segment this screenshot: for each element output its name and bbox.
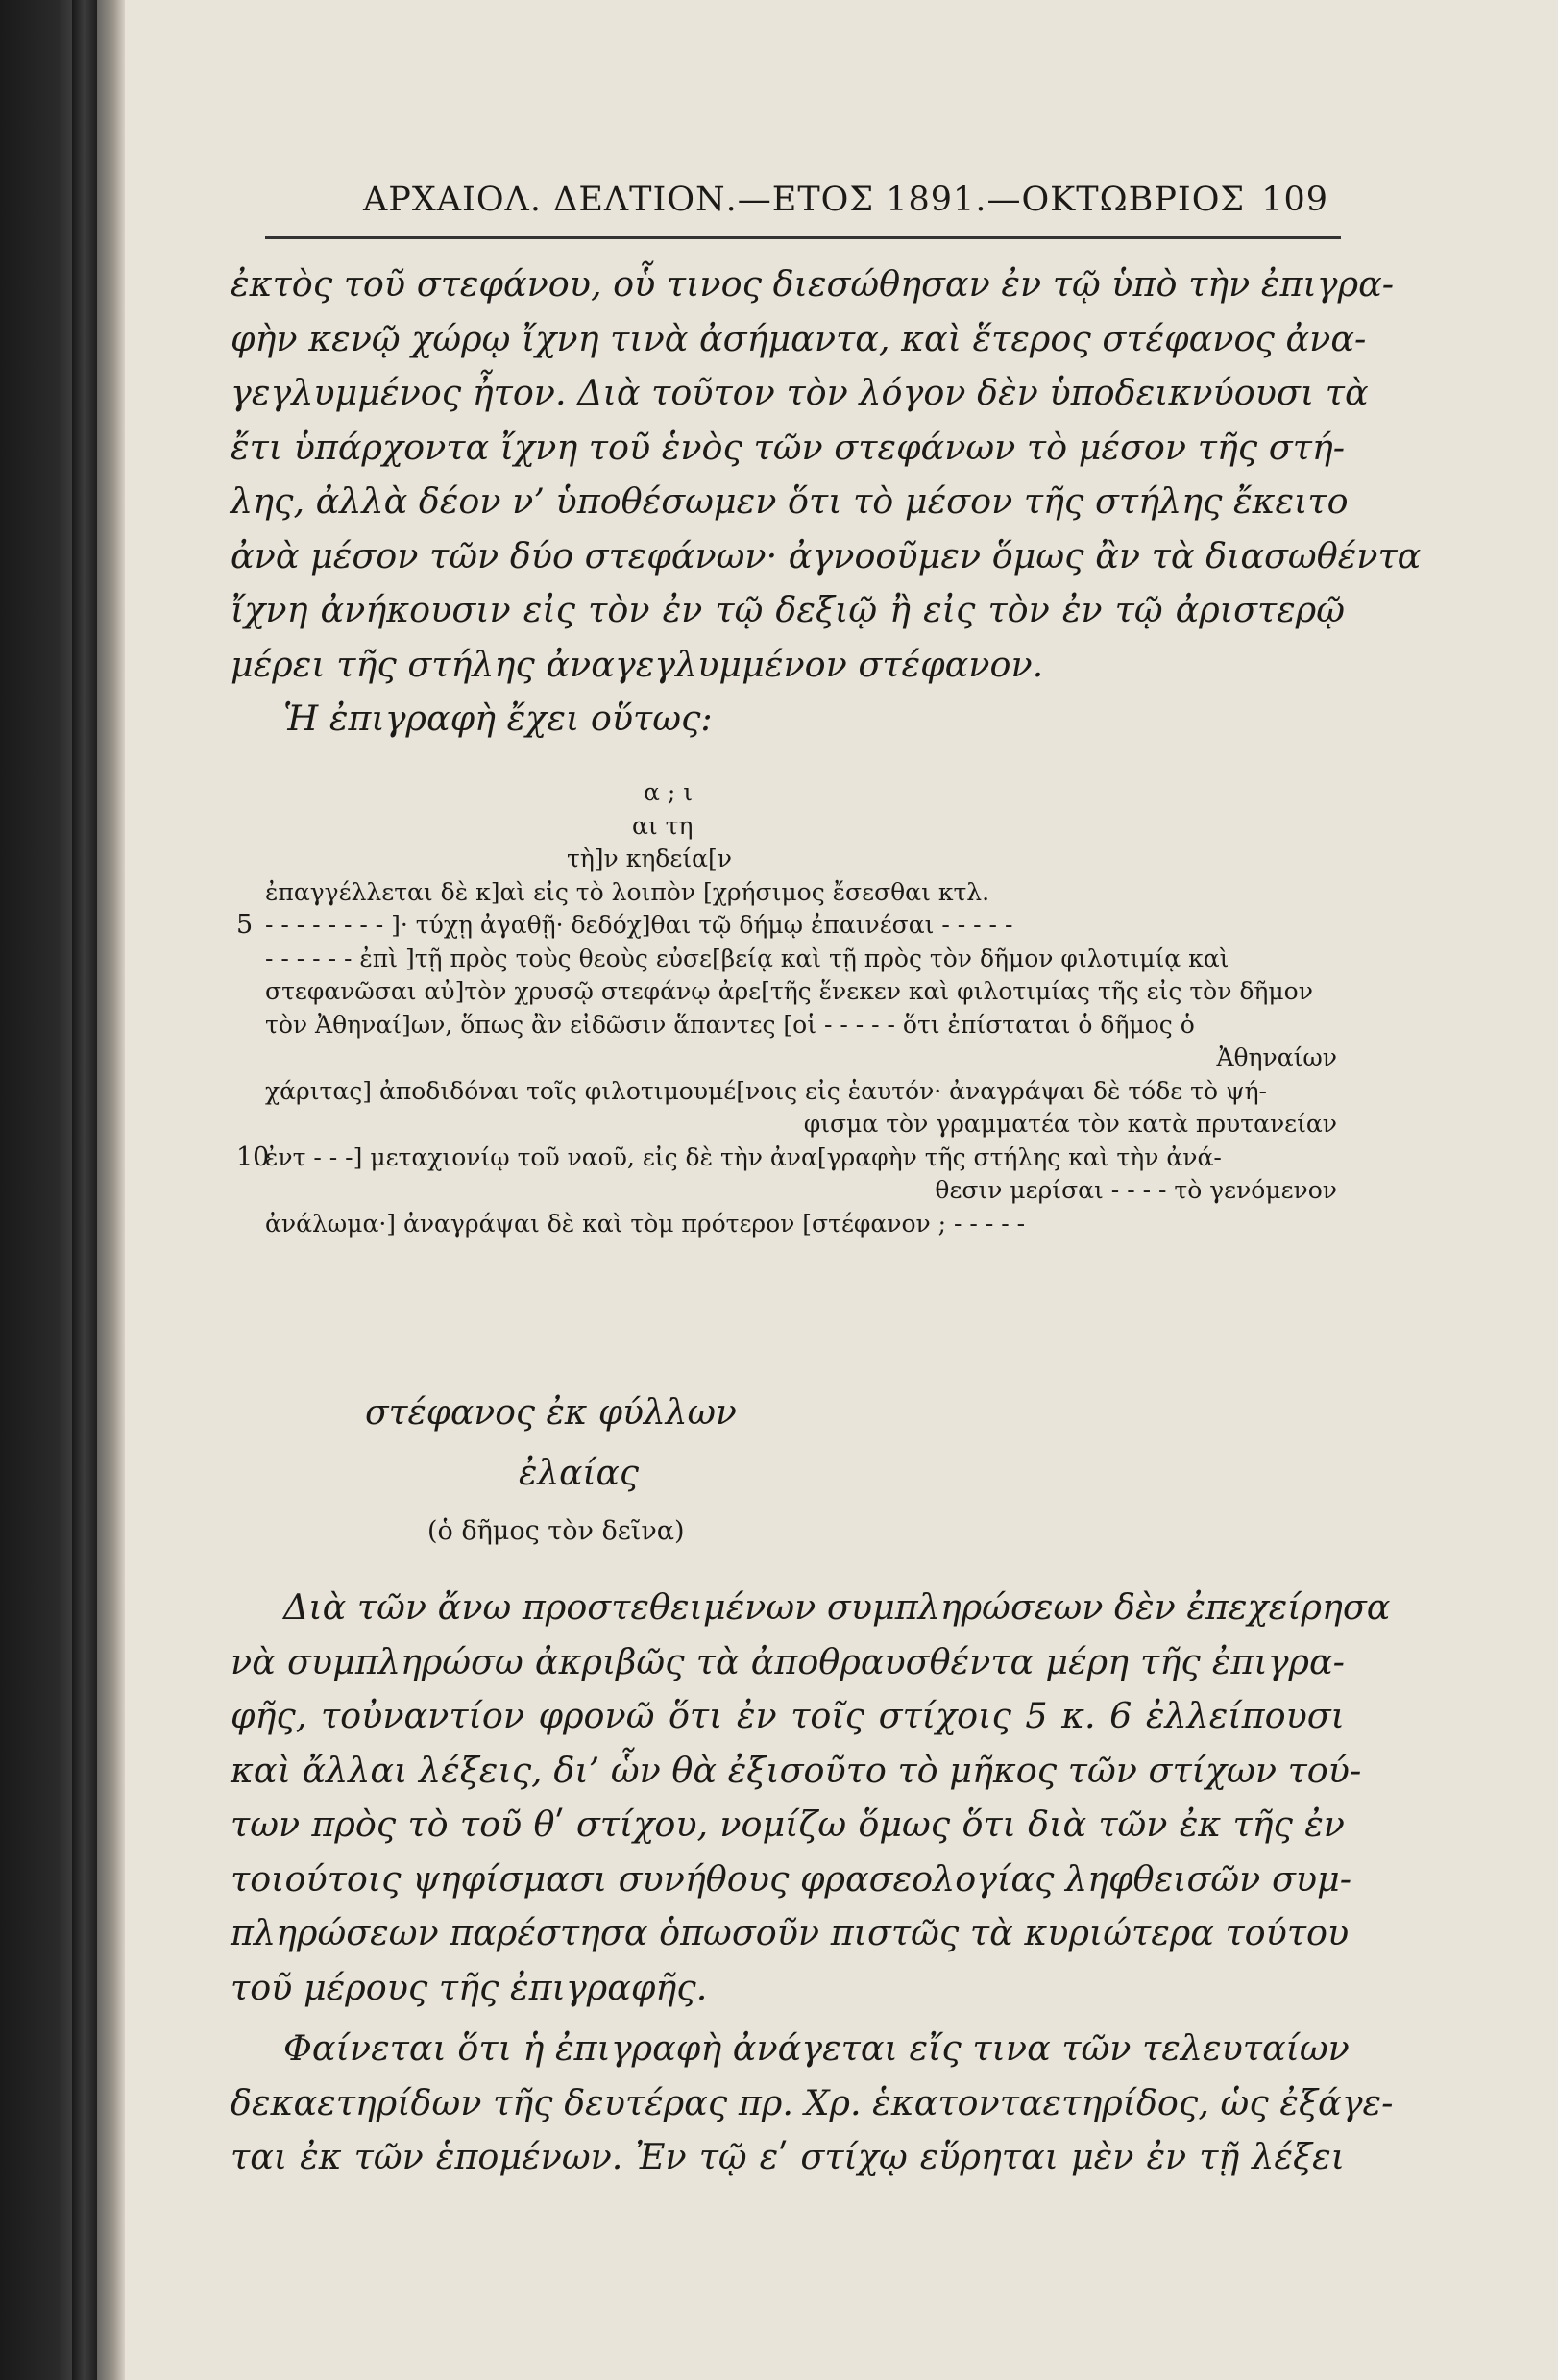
inscription-row: [231, 776, 1345, 810]
text-line: πληρώσεων παρέστησα ὁπωσοῦν πιστῶς τὰ κυριώτερα τούτου: [231, 1912, 1350, 1953]
header-rule: [265, 236, 1341, 239]
inscription-line: ἐντ - - -] μεταχιονίῳ τοῦ ναοῦ, εἰς δὲ τὴν ἀνα[γραφὴν τῆς στήλης καὶ τὴν ἀνά-: [265, 1142, 1222, 1171]
text-line: ἴχνη ἀνήκουσιν εἰς τὸν ἐν τῷ δεξιῷ ἢ εἰς τὸν ἐν τῷ ἀριστερῷ: [231, 589, 1345, 630]
text-line: γεγλυμμένος ἦτον. Διὰ τοῦτον τὸν λόγον δὲν ὑποδεικνύουσι τὰ: [231, 372, 1369, 413]
text-line: φῆς, τοὐναντίον φρονῶ ὅτι ἐν τοῖς στίχοις 5 κ. 6 ἐλλείπουσι: [231, 1695, 1345, 1736]
paragraph-2: [231, 1581, 1391, 2015]
inscription-line: τὸν Ἀθηναί]ων, ὅπως ἂν εἰδῶσιν ἅπαντες [οἱ - - - - - ὅτι ἐπίσταται ὁ δῆμος ὁ: [265, 1010, 1195, 1039]
inscription-line: στεφανῶσαι αὐ]τὸν χρυσῷ στεφάνῳ ἀρε[τῆς ἕνεκεν καὶ φιλοτιμίας τῆς εἰς τὸν δῆμον: [265, 977, 1313, 1005]
inscription-line: τὴ]ν κηδεία[ν: [567, 845, 732, 872]
text-line: λης, ἀλλὰ δέον ν’ ὑποθέσωμεν ὅτι τὸ μέσον τῆς στήλης ἔκειτο: [231, 480, 1349, 522]
inscription-row: [231, 1009, 1345, 1043]
text-line: ἐκτὸς τοῦ στεφάνου, οὗ τινος διεσώθησαν ἐν τῷ ὑπὸ τὴν ἐπιγρα-: [231, 263, 1395, 305]
inscription-row: [231, 810, 1345, 844]
inscription-row: [231, 975, 1345, 1009]
text-line: Φαίνεται ὅτι ἡ ἐπιγραφὴ ἀνάγεται εἴς τινα τῶν τελευταίων: [283, 2027, 1350, 2069]
paragraph-1: [231, 258, 1422, 747]
inscription-row: [231, 1208, 1345, 1241]
inscription-row: [231, 1141, 1345, 1175]
inscription-row: [231, 1108, 1345, 1141]
wreath-note: (ὁ δῆμος τὸν δεῖνα): [427, 1516, 685, 1546]
wreath-label-line-1: στέφανος ἐκ φύλλων: [365, 1393, 737, 1433]
text-line: δεκαετηρίδων τῆς δευτέρας πρ. Χρ. ἑκατονταετηρίδος, ὡς ἐξάγε-: [231, 2081, 1394, 2123]
page-number: 109: [1261, 181, 1328, 219]
text-line: τοῦ μέρους τῆς ἐπιγραφῆς.: [231, 1966, 708, 2008]
book-gutter-shadow: [0, 0, 125, 2380]
inscription-line: ἐπαγγέλλεται δὲ κ]αὶ εἰς τὸ λοιπὸν [χρήσιμος ἔσεσθαι κτλ.: [265, 877, 990, 906]
text-line: ται ἐκ τῶν ἑπομένων. Ἐν τῷ εʹ στίχῳ εὕρηται μὲν ἐν τῇ λέξει: [231, 2136, 1345, 2177]
text-line: τοιούτοις ψηφίσμασι συνήθους φρασεολογίας ληφθεισῶν συμ-: [231, 1857, 1352, 1900]
inscription-line: - - - - - - ἐπὶ ]τῇ πρὸς τοὺς θεοὺς εὐσε[βείᾳ καὶ τῇ πρὸς τὸν δῆμον φιλοτιμίᾳ καὶ: [265, 944, 1229, 972]
inscription-row: [231, 1075, 1345, 1109]
inscription-line: φισμα τὸν γραμματέα τὸν κατὰ πρυτανείαν: [803, 1110, 1337, 1138]
text-line: νὰ συμπληρώσω ἀκριβῶς τὰ ἀποθραυσθέντα μέρη τῆς ἐπιγρα-: [231, 1640, 1345, 1682]
intro-line: Ἡ ἐπιγραφὴ ἔχει οὕτως:: [283, 698, 713, 739]
inscription-row: [231, 1042, 1345, 1075]
inscription-row: [231, 909, 1345, 943]
paragraph-3: [231, 2022, 1394, 2185]
inscription-row: [231, 876, 1345, 910]
inscription-line: χάριτας] ἀποδιδόναι τοῖς φιλοτιμουμέ[νοις εἰς ἑαυτόν· ἀναγράψαι δὲ τόδε τὸ ψή-: [265, 1076, 1268, 1105]
running-title: ΑΡΧΑΙΟΛ. ΔΕΛΤΙΟΝ.—ΕΤΟΣ 1891.—ΟΚΤΩΒΡΙΟΣ: [363, 181, 1246, 219]
text-line: φὴν κενῷ χώρῳ ἴχνη τινὰ ἀσήμαντα, καὶ ἕτερος στέφανος ἀνα-: [231, 317, 1367, 359]
text-line: ἔτι ὑπάρχοντα ἴχνη τοῦ ἑνὸς τῶν στεφάνων τὸ μέσον τῆς στή-: [231, 426, 1346, 468]
wreath-label-line-2: ἐλαίας: [519, 1454, 640, 1493]
inscription-line: αι τη: [632, 811, 694, 840]
inscription-line: α ; ι: [644, 778, 694, 806]
book-binding-edge: [72, 0, 97, 2380]
text-line: Διὰ τῶν ἄνω προστεθειμένων συμπληρώσεων δὲν ἐπεχείρησα: [283, 1586, 1391, 1628]
inscription-line: ἀνάλωμα·] ἀναγράψαι δὲ καὶ τὸμ πρότερον [στέφανον ; - - - - -: [265, 1209, 1026, 1238]
inscription-row: [231, 1174, 1345, 1208]
inscription-text: [231, 776, 1345, 1240]
book-page: [231, 0, 1422, 2380]
inscription-line: θεσιν μερίσαι - - - - τὸ γενόμενον: [935, 1176, 1337, 1204]
text-line: των πρὸς τὸ τοῦ θʹ στίχου, νομίζω ὅμως ὅτι διὰ τῶν ἐκ τῆς ἐν: [231, 1803, 1345, 1845]
text-line: ἀνὰ μέσον τῶν δύο στεφάνων· ἀγνοοῦμεν ὅμως ἂν τὰ διασωθέντα: [231, 534, 1422, 577]
line-number: 5: [236, 910, 254, 940]
line-number: 10: [236, 1141, 270, 1172]
text-line: μέρει τῆς στήλης ἀναγεγλυμμένον στέφανον.: [231, 643, 1044, 685]
inscription-line: - - - - - - - - ]· τύχῃ ἀγαθῇ· δεδόχ]θαι τῷ δήμῳ ἐπαινέσαι - - - - -: [265, 911, 1013, 939]
text-line: καὶ ἄλλαι λέξεις, δι’ ὧν θὰ ἐξισοῦτο τὸ μῆκος τῶν στίχων τού-: [231, 1749, 1362, 1791]
inscription-row: [231, 843, 1345, 876]
inscription-row: [231, 943, 1345, 976]
inscription-line: Ἀθηναίων: [1216, 1043, 1337, 1071]
